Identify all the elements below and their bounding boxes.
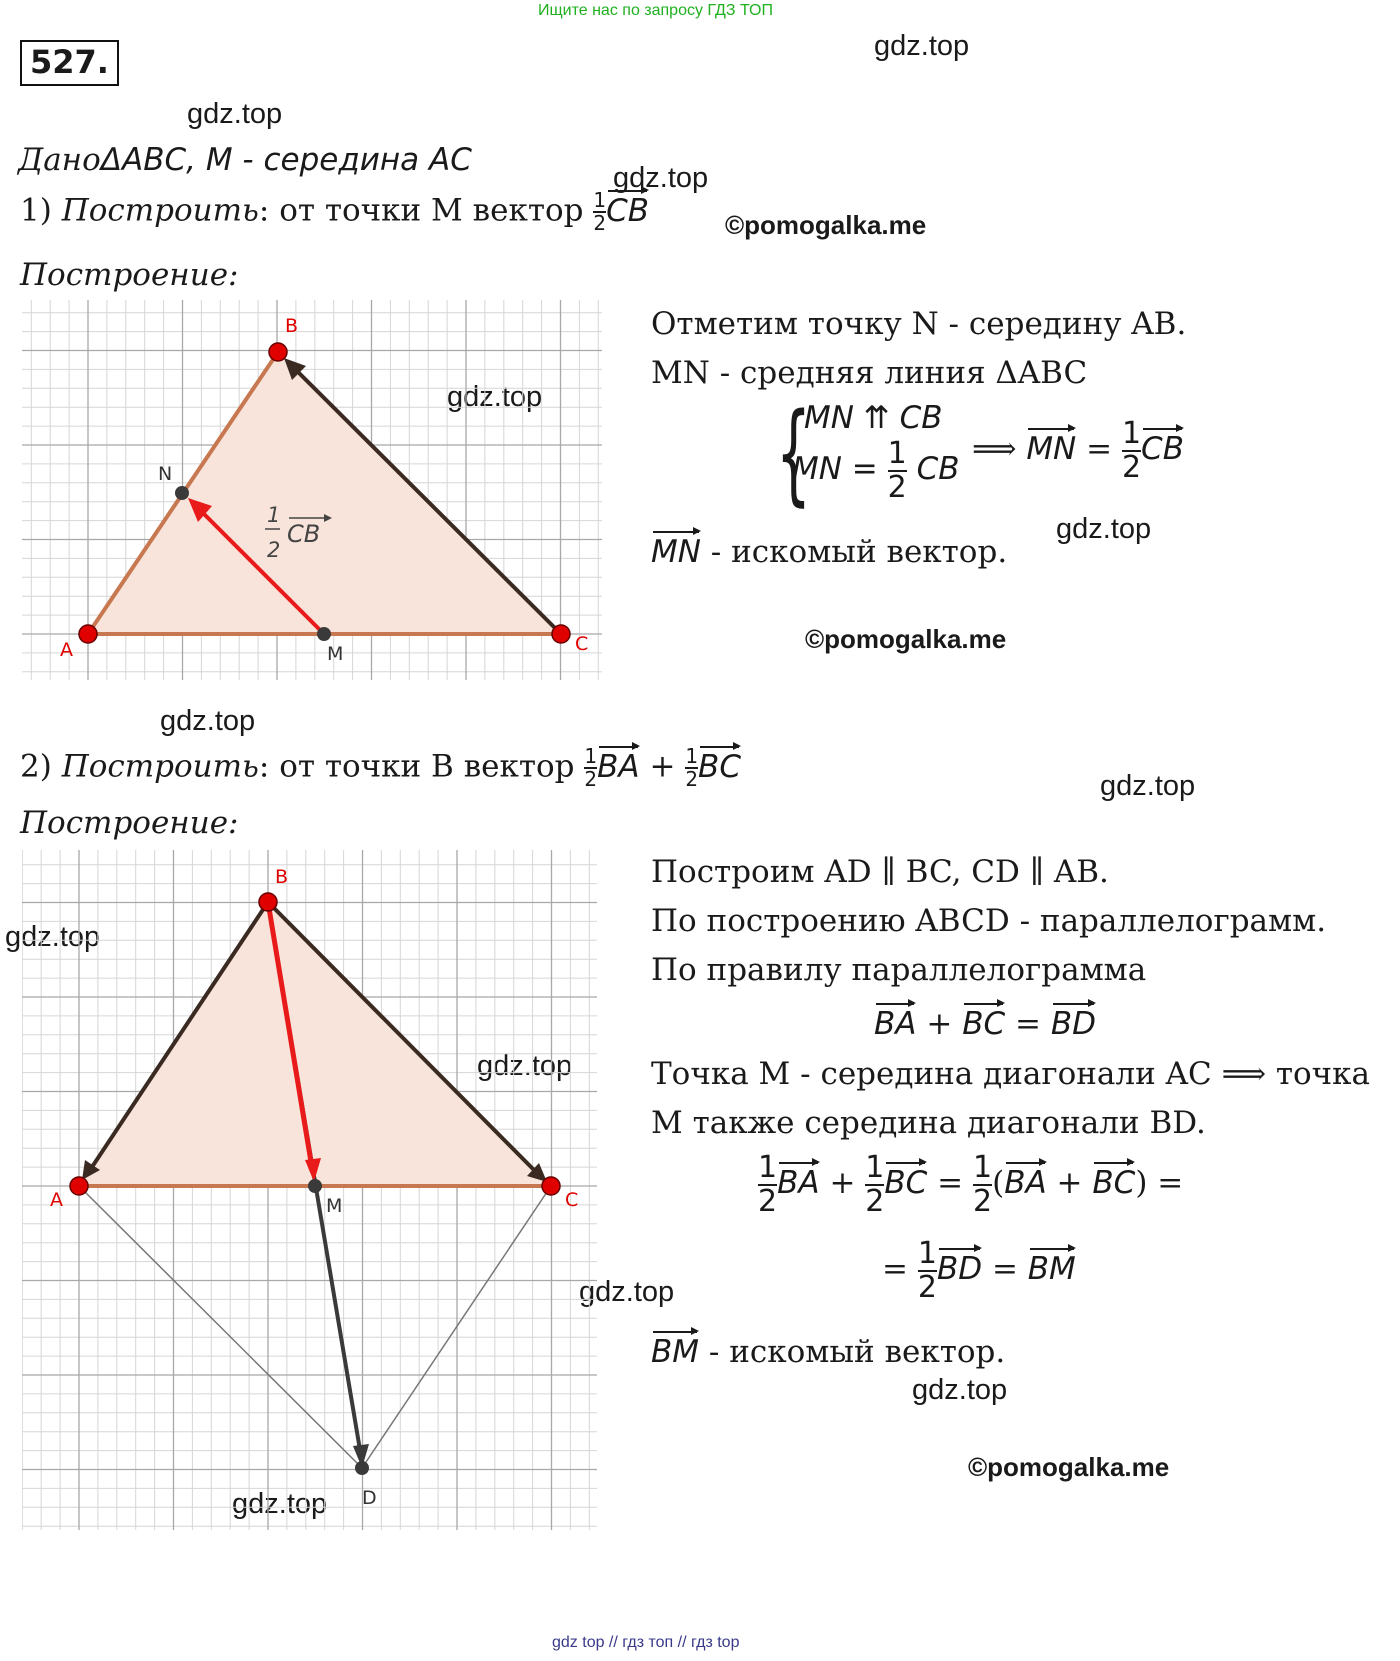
- figure-1: [22, 300, 602, 680]
- task1-line: [20, 190, 649, 234]
- bottom-banner: gdz top // гдз топ // гдз top: [552, 1634, 740, 1651]
- task2-fraction-1: $\frac{1}{2}$: [584, 744, 598, 791]
- watermark: gdz.top: [1056, 513, 1152, 545]
- sol2-line2: По построению ABCD - параллелограмм.: [651, 903, 1327, 939]
- watermark: gdz.top: [1100, 770, 1196, 802]
- task1-verb: Построить: [61, 192, 259, 229]
- sol1-result: ⟹ MN = $\frac{1}{2}$ CB: [972, 416, 1184, 485]
- watermark: gdz.top: [232, 1488, 328, 1520]
- result-vector-mn: MN: [1026, 431, 1077, 467]
- vector-label-num: 1: [267, 503, 281, 527]
- sol2-line1: Построим AD ∥ BC, CD ∥ AB.: [651, 854, 1109, 890]
- system-fraction: $\frac{1}{2}$: [887, 436, 907, 505]
- top-banner: Ищите нас по запросу ГДЗ ТОП: [538, 2, 773, 19]
- sol2-line4: Точка M - середина диагонали AC ⟹ точка: [651, 1056, 1371, 1092]
- figure-2: [22, 850, 597, 1530]
- label-a: A: [60, 639, 73, 661]
- point-a: [79, 625, 97, 643]
- watermark: gdz.top: [477, 1050, 573, 1082]
- label-n: N: [158, 463, 173, 485]
- task1-fraction: $\frac{1}{2}$: [593, 188, 607, 235]
- sol2-eq1: BA + BC = BD: [874, 1006, 1096, 1042]
- task1-text: : от точки M вектор: [258, 192, 584, 229]
- result-fraction: $\frac{1}{2}$: [1121, 416, 1142, 485]
- watermark: gdz.top: [613, 162, 709, 194]
- given-rest: ΔABC, M - середина AC: [100, 142, 472, 178]
- segment-ad: [79, 1186, 362, 1468]
- watermark: gdz.top: [187, 98, 283, 130]
- copyright: ©pomogalka.me: [968, 1452, 1170, 1482]
- watermark: gdz.top: [160, 705, 256, 737]
- conclusion-vector-mn: MN: [651, 534, 701, 570]
- label-a: A: [50, 1189, 63, 1211]
- task2-text: : от точки B вектор: [258, 748, 575, 785]
- triangle-abc-fill: [88, 352, 561, 634]
- system-row-2: MN = $\frac{1}{2}$ CB: [792, 436, 960, 505]
- vector-label-den: 2: [267, 538, 281, 562]
- point-a: [70, 1177, 88, 1195]
- label-m: M: [327, 643, 344, 665]
- construction-label-2: Построение:: [20, 805, 239, 841]
- label-c: C: [575, 633, 589, 655]
- watermark: gdz.top: [579, 1276, 675, 1308]
- triangle-abc-fill: [79, 902, 551, 1186]
- sol2-line5: M также середина диагонали BD.: [651, 1105, 1206, 1141]
- point-n: [175, 486, 189, 500]
- task2-prefix: 2): [20, 748, 52, 785]
- copyright: ©pomogalka.me: [805, 624, 1007, 654]
- given-line: [18, 142, 472, 178]
- sol2-line3: По правилу параллелограмма: [651, 952, 1147, 988]
- task2-vector-bc: BC: [698, 748, 741, 785]
- construction-label-1: Построение:: [20, 257, 239, 293]
- label-m: M: [326, 1195, 343, 1217]
- task2-vector-ba: BA: [597, 748, 640, 785]
- point-b: [269, 343, 287, 361]
- label-b: B: [275, 866, 289, 888]
- point-m: [317, 627, 331, 641]
- problem-number: 527.: [20, 40, 119, 86]
- task1-prefix: 1): [20, 192, 52, 229]
- sol2-eq2: $\frac{1}{2}$ BA + $\frac{1}{2}$ BC = $\frac{1}{2}$ (BA + BC) =: [758, 1150, 1184, 1219]
- point-m: [308, 1179, 322, 1193]
- watermark: gdz.top: [912, 1374, 1008, 1406]
- system-brace: {: [776, 389, 811, 517]
- point-c: [542, 1177, 560, 1195]
- watermark: gdz.top: [5, 921, 101, 953]
- result-vector-cb: CB: [1141, 431, 1184, 467]
- task1-vector: CB: [606, 192, 649, 229]
- given-label: Дано: [18, 142, 101, 178]
- sol1-line1: Отметим точку N - середину AB.: [651, 306, 1187, 342]
- sol2-eq3: = $\frac{1}{2}$ BD = BM: [882, 1236, 1076, 1305]
- watermark: gdz.top: [874, 30, 970, 62]
- system-row-1: MN ⇈ CB: [804, 400, 943, 436]
- implies-symbol: ⟹: [972, 431, 1017, 467]
- copyright: ©pomogalka.me: [725, 210, 927, 240]
- point-d: [355, 1461, 369, 1475]
- label-c: C: [565, 1189, 579, 1211]
- sol2-conclusion: BM - искомый вектор.: [651, 1334, 1006, 1370]
- task2-fraction-2: $\frac{1}{2}$: [685, 744, 699, 791]
- sol1-conclusion: MN - искомый вектор.: [651, 534, 1008, 570]
- task2-line: 2) Построить: от точки B вектор $\frac{1}{2}$ BA + $\frac{1}{2}$ BC: [20, 744, 741, 791]
- point-b: [259, 893, 277, 911]
- label-d: D: [362, 1487, 377, 1509]
- conclusion-vector-bm: BM: [651, 1334, 700, 1370]
- vector-label-text: CB: [287, 520, 321, 548]
- task2-verb: Построить: [61, 748, 259, 785]
- sol1-line2: MN - средняя линия ΔABC: [651, 355, 1088, 391]
- point-c: [552, 625, 570, 643]
- label-b: B: [285, 315, 299, 337]
- watermark: gdz.top: [447, 381, 543, 413]
